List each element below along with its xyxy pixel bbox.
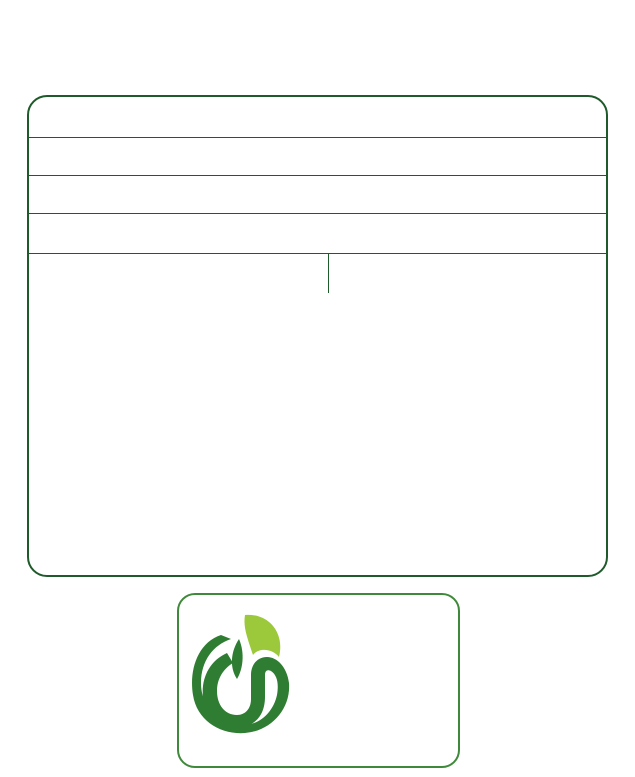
servings-per-pack <box>29 137 606 175</box>
energy-per-serving <box>29 213 606 253</box>
traffic-light-legend <box>297 730 449 748</box>
table-header-row <box>29 253 606 293</box>
header-nrv <box>29 254 329 293</box>
headline <box>22 8 613 60</box>
nutrition-traffic-light-label <box>177 593 460 768</box>
fdo-logo-icon <box>187 609 295 737</box>
table-title <box>29 97 606 137</box>
serving-size <box>29 175 606 213</box>
nutrition-facts-table <box>27 95 608 577</box>
header-nutrition-info <box>327 254 606 293</box>
